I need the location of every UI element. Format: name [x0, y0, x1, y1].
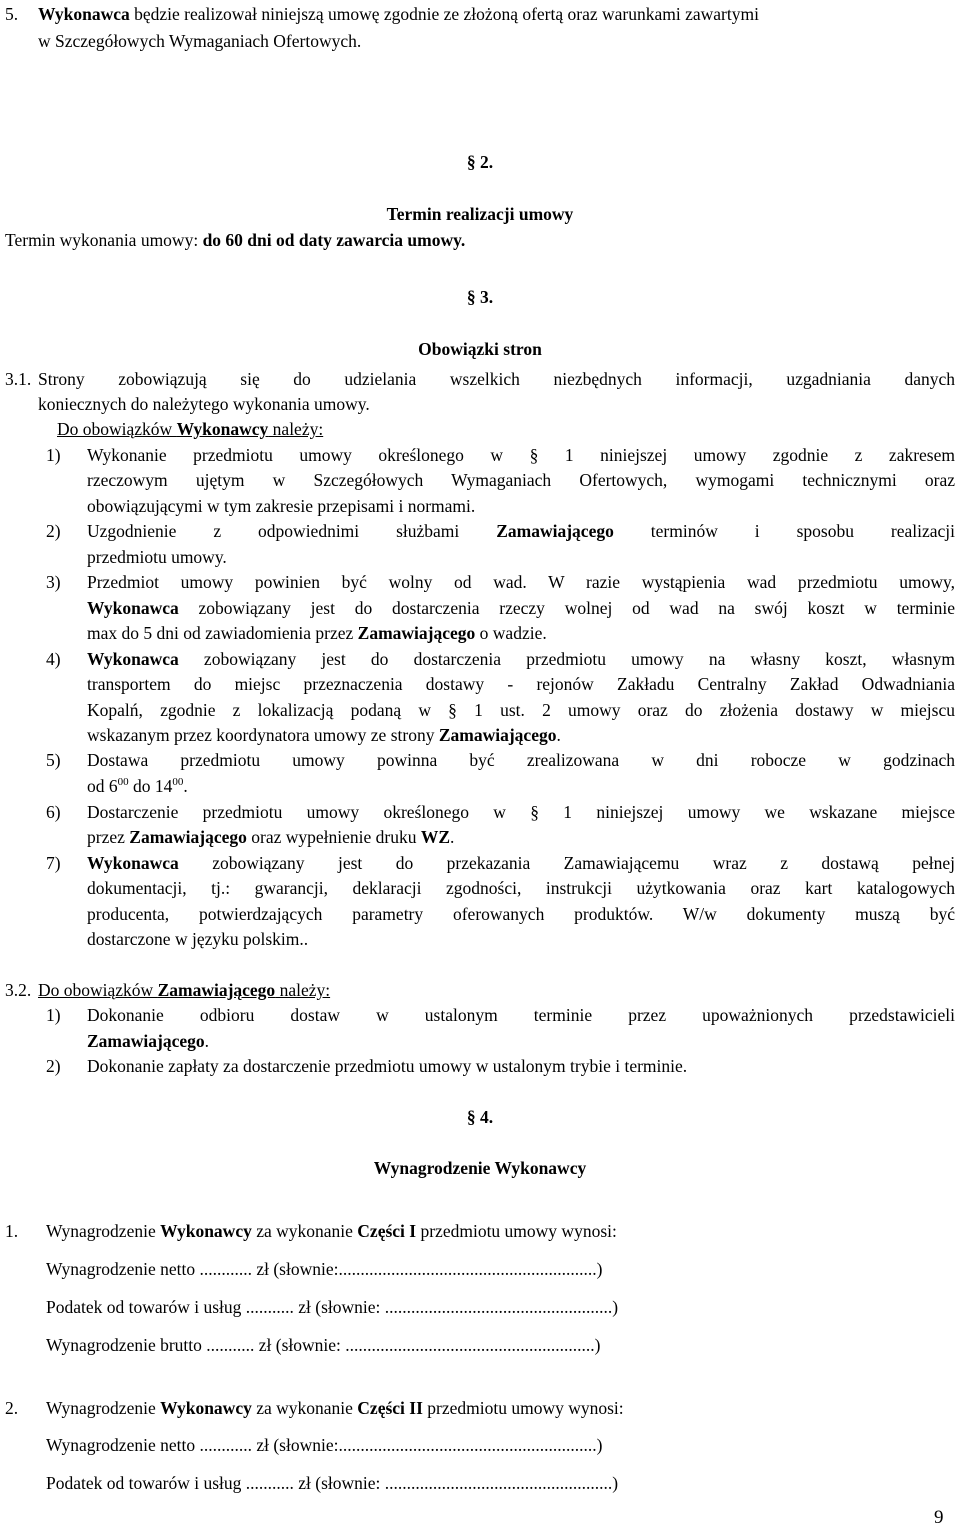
item-1-line-2: rzeczowym ujętym w Szczegółowych Wymaganiach Ofertowych, wymogami technicznymi oraz — [87, 470, 955, 490]
item-4-line-3: Kopalń, zgodnie z lokalizacją podaną w § 1 ust. 2 umowy oraz do złożenia dostawy w miejscu — [87, 700, 955, 720]
employer-item-2-line-1: Dokonanie zapłaty za dostarczenie przedmiotu umowy w ustalonym trybie i terminie. — [87, 1056, 688, 1076]
term-label: Termin wykonania umowy: — [5, 230, 203, 250]
employer-item-1-line-2 — [87, 1029, 209, 1055]
employer-duties-heading — [38, 978, 330, 1004]
clause-5-number: 5. — [5, 4, 19, 24]
part-1-gross-amount: Wynagrodzenie brutto ........... zł (słownie: .........................................................) — [46, 1335, 601, 1355]
party-contractor: Wykonawcy — [160, 1221, 252, 1241]
party-contractor: Wykonawca — [87, 598, 179, 618]
item-4-line-4 — [87, 723, 561, 749]
item-text: przez — [87, 827, 130, 847]
hours-from: od 6 — [87, 776, 118, 796]
party-contractor: Wykonawcy — [160, 1398, 252, 1418]
item-6-number: 6) — [46, 802, 61, 822]
party-employer: Zamawiającego — [357, 623, 476, 643]
contractor-duties-heading — [57, 417, 323, 443]
clause-5-line-2: w Szczegółowych Wymaganiach Ofertowych. — [38, 31, 362, 51]
item-text: terminów i sposobu realizacji — [613, 521, 956, 541]
remuneration-part-2-heading — [46, 1396, 624, 1422]
item-3-line-2 — [87, 596, 955, 622]
heading-text: należy: — [275, 980, 331, 1000]
section-4-sign: § 4. — [466, 1107, 494, 1127]
item-text: zobowiązany jest do dostarczenia rzeczy wolnej od wad na swój koszt w terminie — [178, 598, 955, 618]
item-6-line-2 — [87, 825, 454, 851]
heading-text: za wykonanie — [251, 1398, 358, 1418]
employer-item-1-line-1: Dokonanie odbioru dostaw w ustalonym terminie przez upoważnionych przedstawicieli — [87, 1005, 955, 1025]
clause-3-1-number: 3.1. — [5, 369, 32, 389]
part-label: Części I — [357, 1221, 417, 1241]
part-1-vat-amount: Podatek od towarów i usług ........... zł (słownie: ....................................................) — [46, 1297, 619, 1317]
part-2-net-amount: Wynagrodzenie netto ............ zł (słownie:...........................................................) — [46, 1435, 603, 1455]
remuneration-part-1-heading — [46, 1219, 617, 1245]
item-1-line-1: Wykonanie przedmiotu umowy określonego w § 1 niniejszej umowy zgodnie z zakresem — [87, 445, 955, 465]
item-5-number: 5) — [46, 750, 61, 770]
wz-form: WZ — [420, 827, 451, 847]
item-text: wskazanym przez koordynatora umowy ze strony — [87, 725, 439, 745]
heading-text: należy: — [268, 419, 324, 439]
hours-to: do 14 — [128, 776, 173, 796]
clause-5-text: będzie realizował niniejszą umowę zgodnie ze złożoną ofertą oraz warunkami zawartymi — [129, 4, 759, 24]
heading-text: Wynagrodzenie — [46, 1221, 161, 1241]
party-employer: Zamawiającego — [129, 827, 247, 847]
item-text: zobowiązany jest do dostarczenia przedmiotu umowy na własny koszt, własnym — [178, 649, 955, 669]
item-7-line-3: producenta, potwierdzających parametry oferowanych produktów. W/w dokumenty muszą być — [87, 904, 955, 924]
item-text: max do 5 dni od zawiadomienia przez — [87, 623, 358, 643]
party-employer: Zamawiającego — [496, 521, 614, 541]
item-4-line-2: transportem do miejsc przeznaczenia dostawy - rejonów Zakładu Centralny Zakład Odwadniania — [87, 674, 955, 694]
heading-text: Do obowiązków — [57, 419, 177, 439]
clause-3-2-number: 3.2. — [5, 980, 32, 1000]
page-number: 9 — [934, 1507, 944, 1528]
item-5-line-2 — [87, 774, 188, 800]
remuneration-part-2-number: 2. — [5, 1398, 19, 1418]
hours-to-minutes: 00 — [172, 776, 184, 788]
item-text: . — [183, 776, 188, 796]
clause-3-1-line-2: koniecznych do należytego wykonania umowy. — [38, 394, 370, 414]
item-6-line-1: Dostarczenie przedmiotu umowy określonego w § 1 niniejszej umowy we wskazane miejsce — [87, 802, 955, 822]
party-employer: Zamawiającego — [438, 725, 557, 745]
item-2-line-1 — [87, 519, 955, 545]
item-1-line-3: obowiązującymi w tym zakresie przepisami i normami. — [87, 496, 476, 516]
item-3-line-1: Przedmiot umowy powinien być wolny od wad. W razie wystąpienia wad przedmiotu umowy, — [87, 572, 955, 592]
item-4-number: 4) — [46, 649, 61, 669]
item-7-line-4: dostarczone w języku polskim.. — [87, 929, 309, 949]
part-label: Części II — [357, 1398, 423, 1418]
item-2-number: 2) — [46, 521, 61, 541]
party-contractor: Wykonawca — [87, 853, 179, 873]
employer-item-1-number: 1) — [46, 1005, 61, 1025]
item-text: . — [556, 725, 561, 745]
item-1-number: 1) — [46, 445, 61, 465]
item-7-line-1 — [87, 851, 955, 877]
heading-bold: Zamawiającego — [157, 980, 276, 1000]
item-7-line-2: dokumentacji, tj.: gwarancji, deklaracji zgodności, instrukcji użytkowania oraz kart katalogowych — [87, 878, 955, 898]
section-2-sign: § 2. — [466, 152, 494, 172]
section-2-body — [5, 228, 465, 254]
heading-text: za wykonanie — [251, 1221, 358, 1241]
part-1-net-amount: Wynagrodzenie netto ............ zł (słownie:...........................................................) — [46, 1259, 603, 1279]
item-text: o wadzie. — [475, 623, 547, 643]
heading-text: przedmiotu umowy wynosi: — [416, 1221, 617, 1241]
item-text: . — [204, 1031, 209, 1051]
heading-text: przedmiotu umowy wynosi: — [422, 1398, 624, 1418]
section-3-sign: § 3. — [466, 287, 494, 307]
term-value: do 60 dni od daty zawarcia umowy. — [202, 230, 466, 250]
item-7-number: 7) — [46, 853, 61, 873]
party-contractor: Wykonawca — [38, 4, 130, 24]
item-3-number: 3) — [46, 572, 61, 592]
clause-5-line-1 — [38, 2, 759, 28]
hours-from-minutes: 00 — [117, 776, 129, 788]
item-text: oraz wypełnienie druku — [246, 827, 421, 847]
remuneration-part-1-number: 1. — [5, 1221, 19, 1241]
section-2-title: Termin realizacji umowy — [386, 204, 574, 224]
employer-item-2-number: 2) — [46, 1056, 61, 1076]
party-employer: Zamawiającego — [87, 1031, 205, 1051]
heading-text: Do obowiązków — [38, 980, 158, 1000]
heading-bold: Wykonawcy — [176, 419, 269, 439]
party-contractor: Wykonawca — [87, 649, 179, 669]
item-3-line-3 — [87, 621, 547, 647]
item-4-line-1 — [87, 647, 955, 673]
section-3-title: Obowiązki stron — [418, 339, 542, 359]
part-2-vat-amount: Podatek od towarów i usług ........... zł (słownie: ....................................................) — [46, 1473, 619, 1493]
item-text: Uzgodnienie z odpowiednimi służbami — [87, 521, 497, 541]
item-2-line-2: przedmiotu umowy. — [87, 547, 227, 567]
heading-text: Wynagrodzenie — [46, 1398, 161, 1418]
clause-3-1-line-1: Strony zobowiązują się do udzielania wszelkich niezbędnych informacji, uzgadniania danych — [38, 369, 955, 389]
item-5-line-1: Dostawa przedmiotu umowy powinna być zrealizowana w dni robocze w godzinach — [87, 750, 955, 770]
item-text: zobowiązany jest do przekazania Zamawiającemu wraz z dostawą pełnej — [178, 853, 955, 873]
item-text: . — [450, 827, 455, 847]
section-4-title: Wynagrodzenie Wykonawcy — [373, 1158, 587, 1178]
